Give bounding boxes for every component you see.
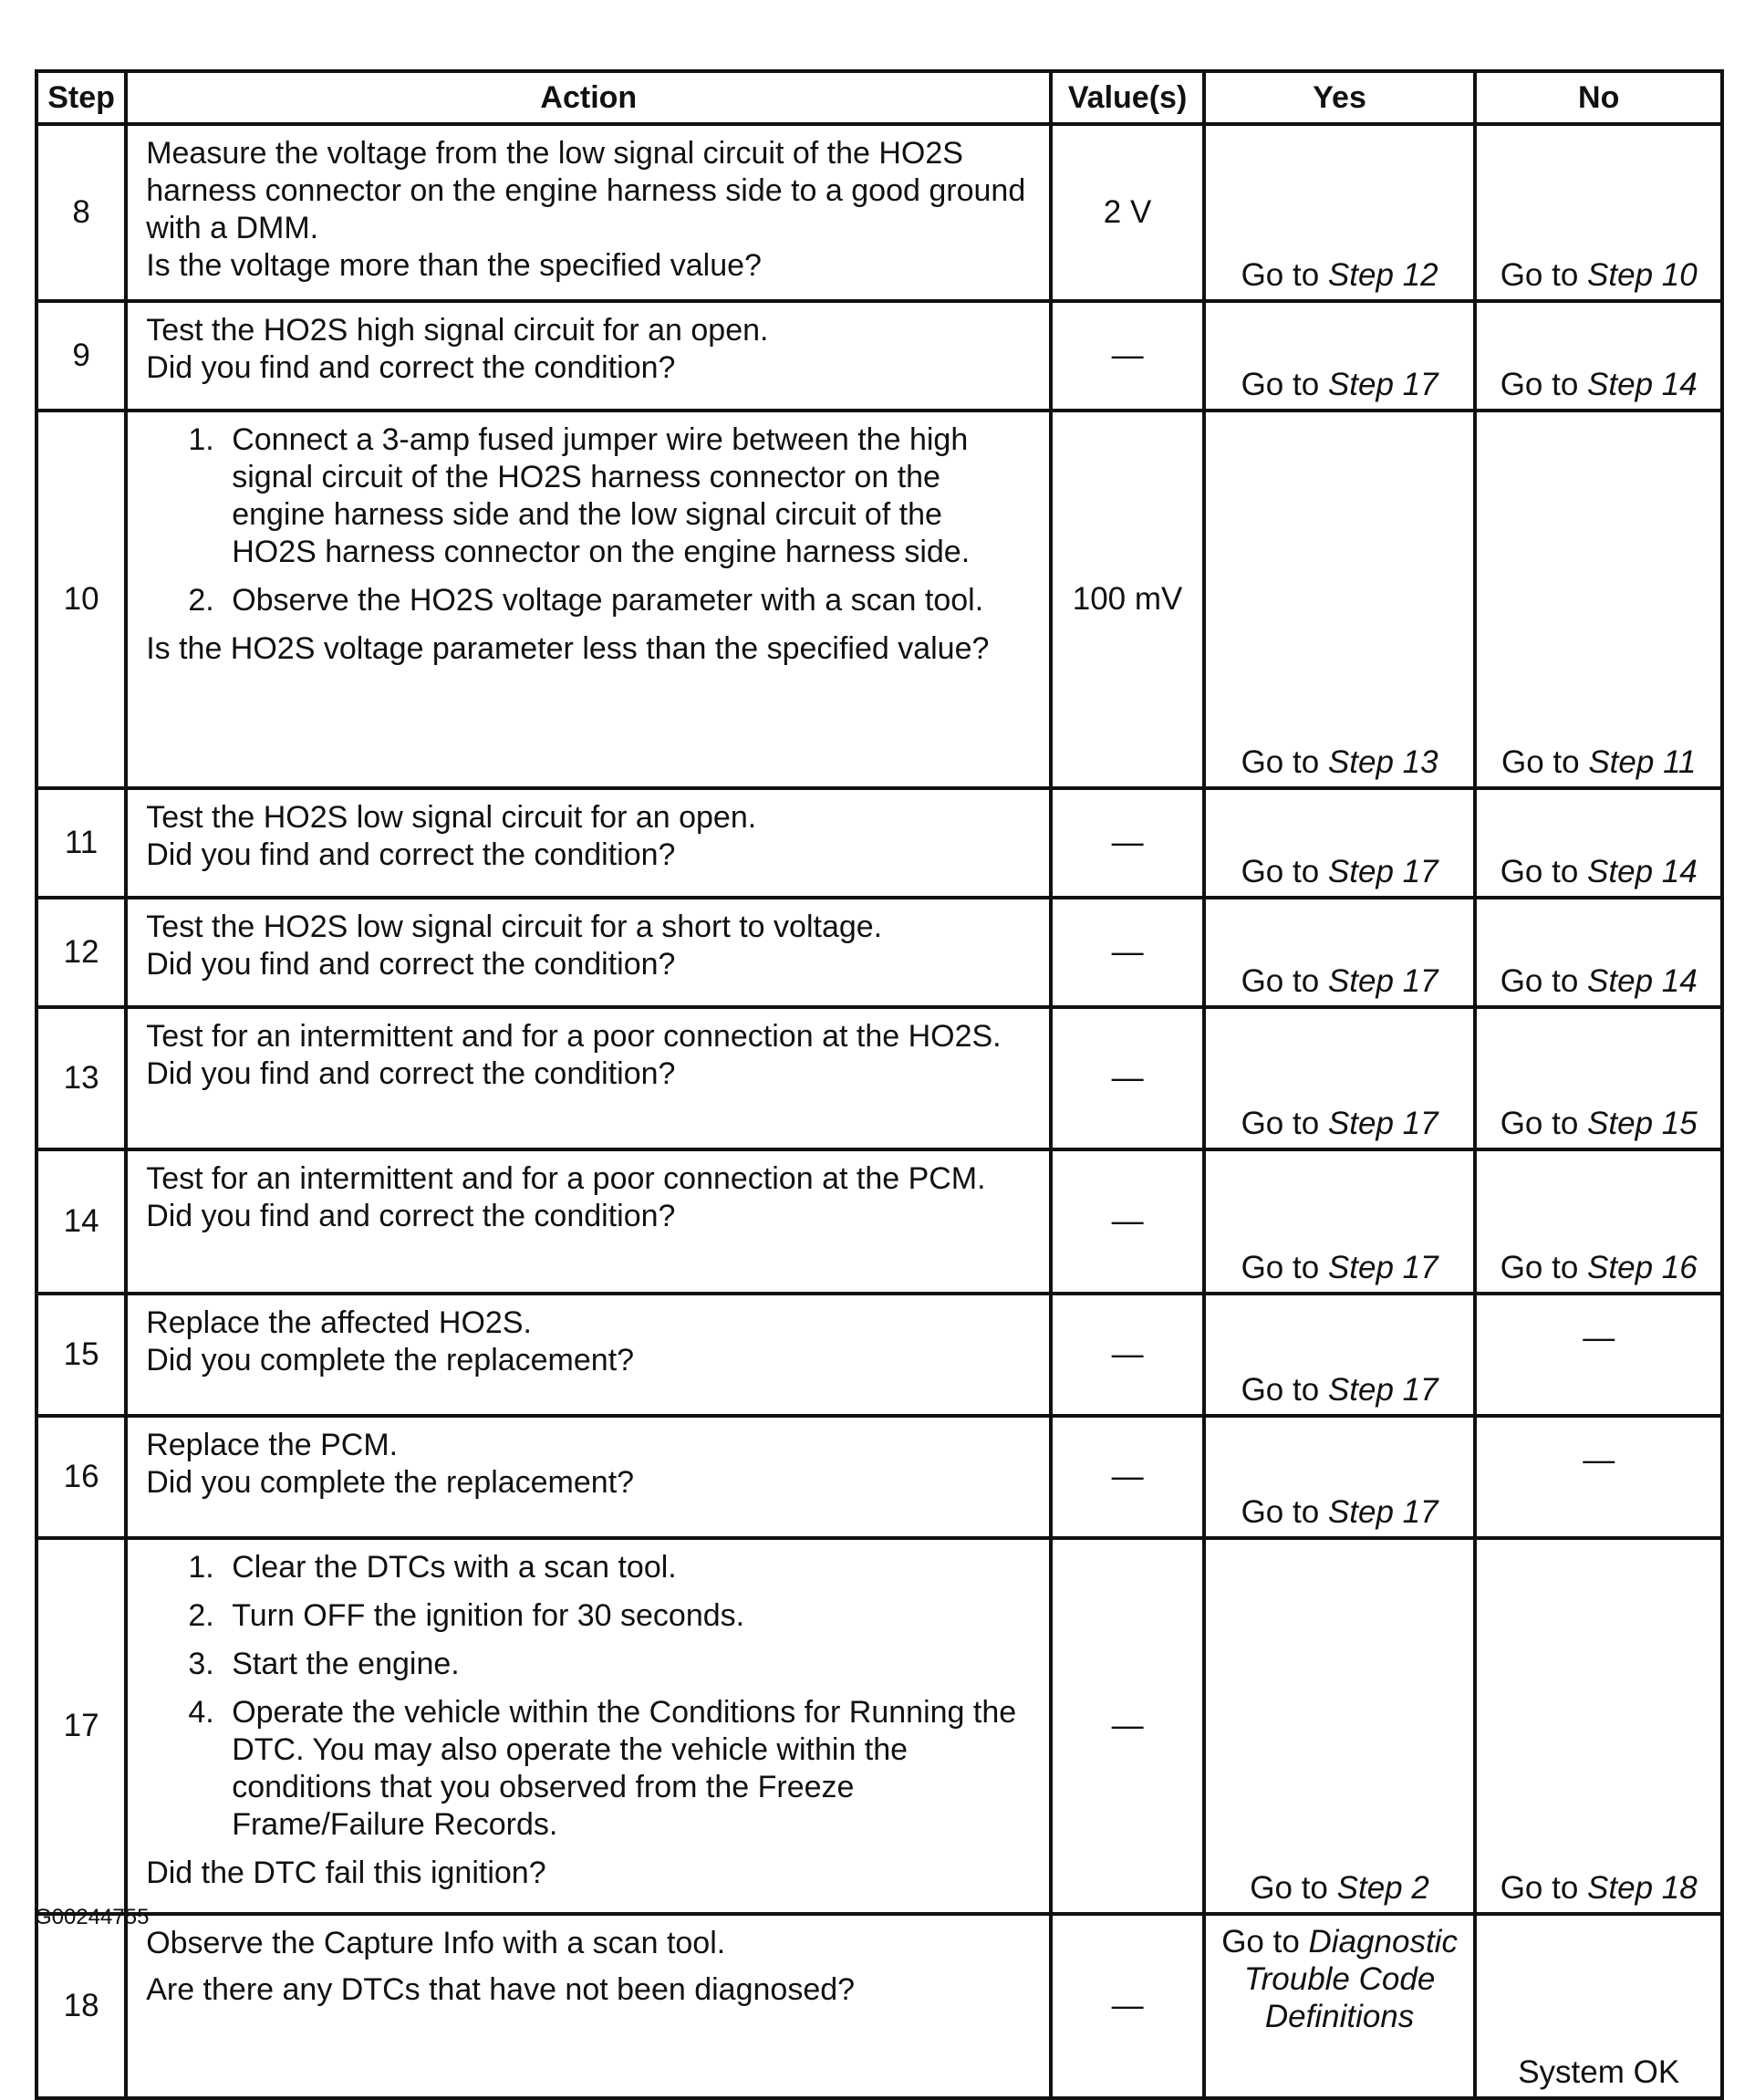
action-question: Is the voltage more than the specified value? (146, 248, 762, 283)
action-cell (126, 1294, 1051, 1416)
step-number: 14 (36, 1149, 126, 1294)
yes-cell (1204, 898, 1476, 1007)
action-text: Test the HO2S high signal circuit for an open. (146, 313, 769, 348)
yes-cell (1204, 788, 1476, 898)
step-number: 12 (36, 898, 126, 1007)
value-cell: — (1051, 301, 1203, 411)
action-cell (126, 1007, 1051, 1149)
substep: 4. Operate the vehicle within the Conditions for Running the DTC. You may also operate the vehicle within the conditions that you observed from the Freeze Frame/Failure Records. (223, 1694, 1034, 1844)
go-to-label: Go to (1500, 257, 1579, 293)
go-to-label: Go to (1501, 744, 1580, 780)
go-to-label: Go to (1500, 854, 1579, 889)
step-number: 11 (36, 788, 126, 898)
step-link[interactable]: Step 16 (1587, 1250, 1698, 1285)
figure-id: G00244755 (35, 1905, 150, 1929)
table-row (36, 788, 1722, 898)
go-to-label: Go to (1241, 367, 1320, 402)
action-cell (126, 411, 1051, 788)
dtc-definitions-link[interactable]: Diagnostic Trouble Code Definitions (1243, 1924, 1458, 2034)
action-cell (126, 898, 1051, 1007)
go-to-label: Go to (1500, 963, 1579, 999)
no-cell (1475, 124, 1722, 301)
yes-cell (1204, 1149, 1476, 1294)
action-text: Test for an intermittent and for a poor connection at the HO2S. (146, 1019, 1002, 1054)
no-cell (1475, 1538, 1722, 1914)
diagnostic-table (35, 69, 1724, 2100)
action-text: Observe the Capture Info with a scan tool. (146, 1926, 726, 1960)
step-number: 9 (36, 301, 126, 411)
action-question: Are there any DTCs that have not been diagnosed? (146, 1972, 856, 2007)
value-cell: 2 V (1051, 124, 1203, 301)
step-number: 18 (36, 1914, 126, 2098)
go-to-label: Go to (1250, 1870, 1328, 1906)
action-question: Is the HO2S voltage parameter less than the specified value? (146, 631, 990, 666)
header-step: Step (36, 71, 126, 124)
action-question: Did you find and correct the condition? (146, 1056, 676, 1091)
action-cell (126, 1538, 1051, 1914)
table-row (36, 1416, 1722, 1538)
value-cell: — (1051, 788, 1203, 898)
value-cell: — (1051, 1149, 1203, 1294)
header-action: Action (126, 71, 1051, 124)
step-number: 16 (36, 1416, 126, 1538)
step-link[interactable]: Step 17 (1327, 1494, 1438, 1530)
header-no: No (1475, 71, 1722, 124)
table-row (36, 1914, 1722, 2098)
action-text: Replace the PCM. (146, 1428, 399, 1462)
substep: 2. Observe the HO2S voltage parameter with a scan tool. (223, 582, 1034, 619)
no-cell (1475, 898, 1722, 1007)
substep-list (146, 421, 1034, 619)
yes-cell (1204, 301, 1476, 411)
action-text: Test the HO2S low signal circuit for a short to voltage. (146, 910, 883, 944)
step-link[interactable]: Step 12 (1327, 257, 1438, 293)
action-question: Did you complete the replacement? (146, 1343, 635, 1377)
table-row (36, 124, 1722, 301)
action-question: Did the DTC fail this ignition? (146, 1856, 546, 1890)
table-row (36, 898, 1722, 1007)
step-link[interactable]: Step 10 (1587, 257, 1698, 293)
value-cell: 100 mV (1051, 411, 1203, 788)
yes-cell (1204, 1416, 1476, 1538)
step-link[interactable]: Step 15 (1587, 1106, 1698, 1141)
go-to-label: Go to (1241, 1106, 1320, 1141)
no-cell: — (1475, 1416, 1722, 1538)
no-cell (1475, 1149, 1722, 1294)
step-link[interactable]: Step 11 (1588, 744, 1697, 780)
go-to-label: Go to (1241, 1494, 1320, 1530)
substep: 3. Start the engine. (223, 1646, 1034, 1683)
go-to-label: Go to (1500, 1106, 1579, 1141)
yes-cell (1204, 1007, 1476, 1149)
step-link[interactable]: Step 17 (1327, 1106, 1438, 1141)
step-number: 8 (36, 124, 126, 301)
step-link[interactable]: Step 17 (1327, 1372, 1438, 1408)
header-values: Value(s) (1051, 71, 1203, 124)
action-cell (126, 1914, 1051, 2098)
value-cell: — (1051, 1914, 1203, 2098)
step-link[interactable]: Step 18 (1587, 1870, 1698, 1906)
no-cell (1475, 1007, 1722, 1149)
value-cell: — (1051, 1294, 1203, 1416)
value-cell: — (1051, 1007, 1203, 1149)
table-row (36, 1294, 1722, 1416)
action-text: Replace the affected HO2S. (146, 1305, 532, 1340)
go-to-label: Go to (1500, 367, 1579, 402)
yes-cell (1204, 1914, 1476, 2098)
step-link[interactable]: Step 14 (1587, 854, 1698, 889)
substep-list (146, 1549, 1034, 1844)
table-row (36, 1007, 1722, 1149)
value-cell: — (1051, 1538, 1203, 1914)
step-number: 15 (36, 1294, 126, 1416)
step-link[interactable]: Step 17 (1327, 367, 1438, 402)
go-to-label: Go to (1241, 1250, 1320, 1285)
action-question: Did you complete the replacement? (146, 1465, 635, 1500)
step-link[interactable]: Step 13 (1327, 744, 1438, 780)
step-link[interactable]: Step 2 (1336, 1870, 1429, 1906)
action-question: Did you find and correct the condition? (146, 1199, 676, 1233)
step-number: 10 (36, 411, 126, 788)
action-text: Test for an intermittent and for a poor connection at the PCM. (146, 1161, 986, 1196)
action-cell (126, 124, 1051, 301)
go-to-label: Go to (1221, 1924, 1300, 1960)
go-to-label: Go to (1241, 854, 1320, 889)
substep: 2. Turn OFF the ignition for 30 seconds. (223, 1597, 1034, 1635)
action-cell (126, 301, 1051, 411)
go-to-label: Go to (1241, 257, 1320, 293)
step-link[interactable]: Step 17 (1327, 1250, 1438, 1285)
no-cell (1475, 301, 1722, 411)
step-number: 13 (36, 1007, 126, 1149)
action-text: Measure the voltage from the low signal circuit of the HO2S harness connector on the engine harness side to a good ground with a DMM. (146, 136, 1026, 245)
go-to-label: Go to (1500, 1250, 1579, 1285)
table-row (36, 411, 1722, 788)
step-link[interactable]: Step 14 (1587, 963, 1698, 999)
header-row (36, 71, 1722, 124)
table-row (36, 301, 1722, 411)
action-question: Did you find and correct the condition? (146, 350, 676, 385)
no-cell: — (1475, 1294, 1722, 1416)
step-link[interactable]: Step 17 (1327, 854, 1438, 889)
table-row (36, 1149, 1722, 1294)
no-cell (1475, 788, 1722, 898)
go-to-label: Go to (1241, 744, 1320, 780)
action-text: Test the HO2S low signal circuit for an open. (146, 800, 757, 835)
action-cell (126, 1149, 1051, 1294)
table-row (36, 1538, 1722, 1914)
substep: 1. Connect a 3-amp fused jumper wire between the high signal circuit of the HO2S harness connector on the engine harness side and the low signal circuit of the HO2S harness connector on the engine harness side. (223, 421, 1034, 571)
step-number: 17 (36, 1538, 126, 1914)
go-to-label: Go to (1241, 1372, 1320, 1408)
go-to-label: Go to (1500, 1870, 1579, 1906)
action-cell (126, 1416, 1051, 1538)
value-cell: — (1051, 898, 1203, 1007)
yes-cell (1204, 1294, 1476, 1416)
yes-cell (1204, 124, 1476, 301)
substep: 1. Clear the DTCs with a scan tool. (223, 1549, 1034, 1586)
value-cell: — (1051, 1416, 1203, 1538)
yes-cell (1204, 411, 1476, 788)
no-cell: System OK (1475, 1914, 1722, 2098)
action-question: Did you find and correct the condition? (146, 837, 676, 872)
yes-cell (1204, 1538, 1476, 1914)
header-yes: Yes (1204, 71, 1476, 124)
step-link[interactable]: Step 14 (1587, 367, 1698, 402)
action-question: Did you find and correct the condition? (146, 947, 676, 982)
no-cell (1475, 411, 1722, 788)
action-cell (126, 788, 1051, 898)
go-to-label: Go to (1241, 963, 1320, 999)
step-link[interactable]: Step 17 (1327, 963, 1438, 999)
